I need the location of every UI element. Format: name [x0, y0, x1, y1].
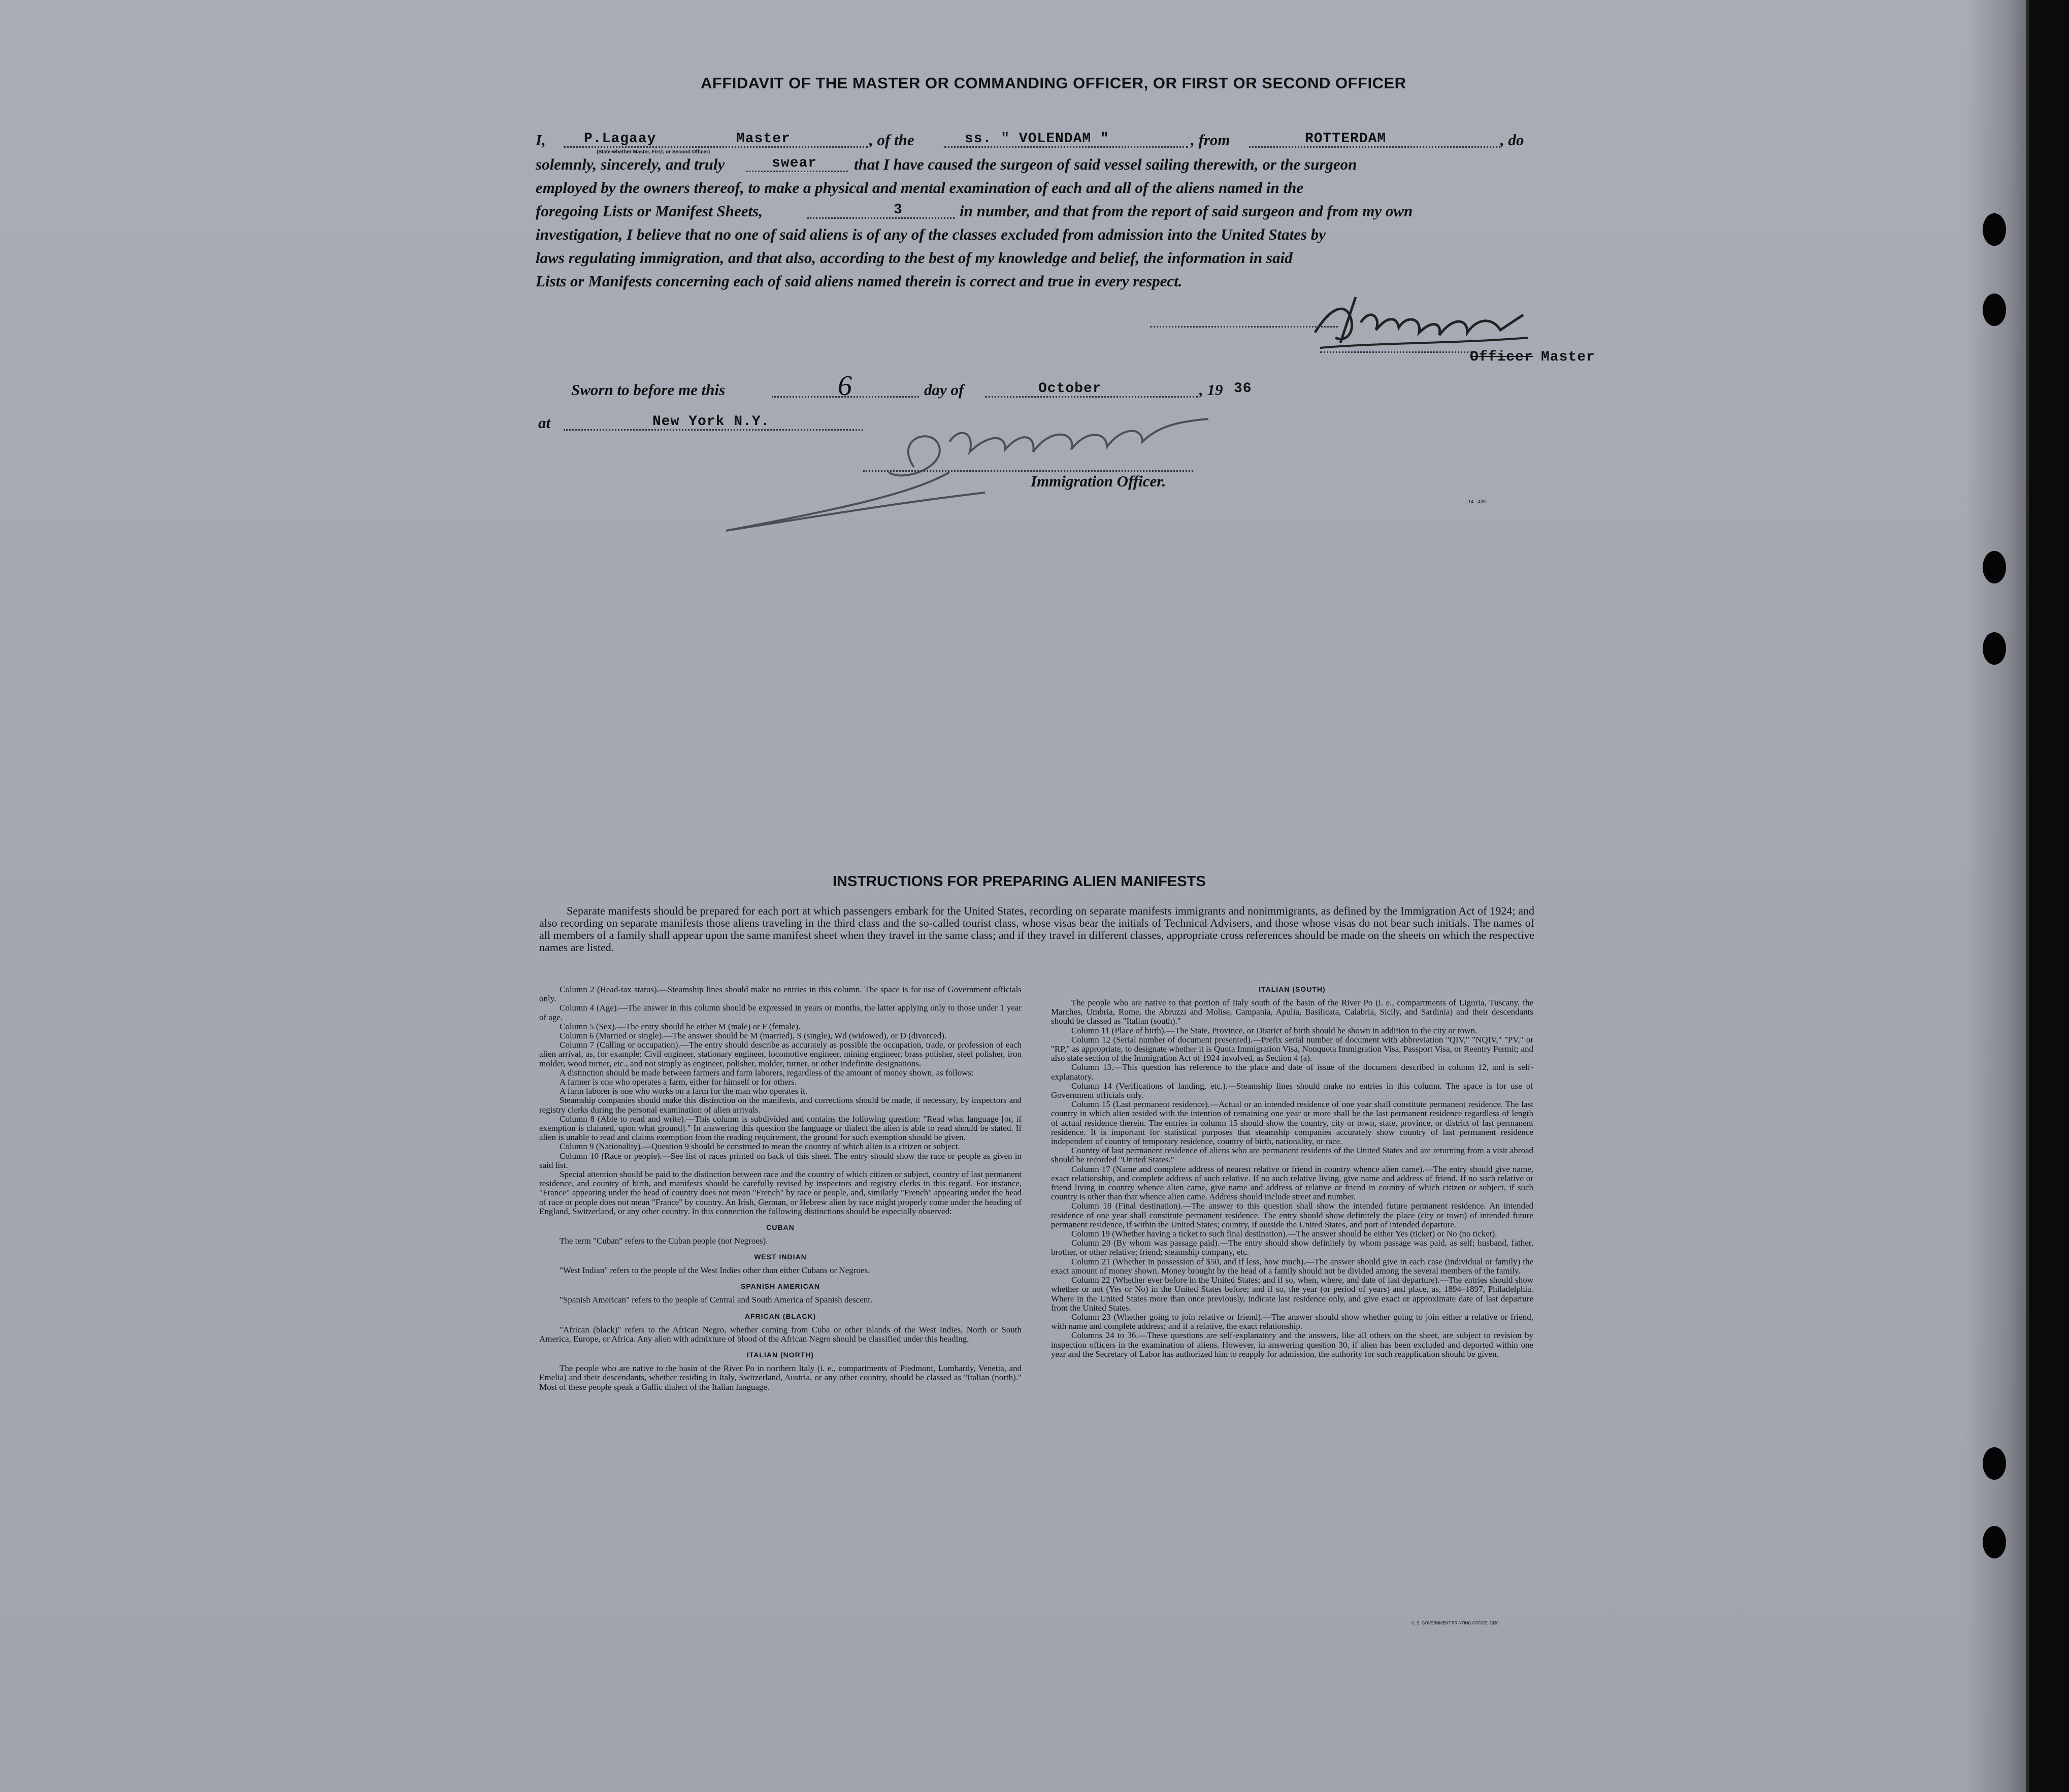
- page-edge-shadow: [1965, 0, 2026, 1792]
- right-column-paragraph: Column 19 (Whether having a ticket to such final destination).—The answer should be either Yes (ticket) or No (no ticket).: [1071, 1229, 1497, 1239]
- italian-north-definition: The people who are native to the basin of the River Po in northern Italy (i. e., compartments of Piedmont, Lombardy, Venetia, and Emelia) and their descendants, whether residing in Italy, Switzerland, Austria, or any other country, should be classed as "Italian (north)." Most of these people speak a Gallic dialect of the Italian language.: [539, 1363, 1022, 1392]
- day-of-label: day of: [924, 381, 964, 399]
- right-column-paragraph: Column 23 (Whether going to join relative or friend).—The answer should show whether going to join either a relative or friend, with name and complete address; and if a relative, the exact relationship.: [1051, 1312, 1533, 1331]
- instructions-left-column: [539, 985, 1022, 1392]
- right-column-paragraph: Column 18 (Final destination).—The answer to this question shall show the intended future permanent residence. An intended residence of one year shall constitute permanent residence. The entry should show definitely the place (city or town) of intended future permanent residence, if within the United States; country, if outside the United States, and port of intended departure.: [1051, 1201, 1533, 1229]
- signer-title: Master: [1541, 349, 1595, 365]
- word-from: , from: [1191, 131, 1230, 149]
- departure-port: ROTTERDAM: [1305, 131, 1387, 147]
- sworn-day: 6: [838, 370, 852, 402]
- cuban-definition: The term "Cuban" refers to the Cuban people (not Negroes).: [560, 1236, 768, 1246]
- word-solemnly: solemnly, sincerely, and truly: [536, 155, 725, 173]
- left-column-paragraph: Column 9 (Nationality).—Question 9 should be construed to mean the country of which alien is a citizen or subject.: [560, 1142, 960, 1152]
- left-column-paragraph: Column 10 (Race or people).—See list of races printed on back of this sheet. The entry should show the race or people as given in said list.: [539, 1151, 1022, 1170]
- officer-name: P.Lagaay: [584, 131, 656, 147]
- right-column-paragraph: Column 22 (Whether ever before in the United States; and if so, when, where, and date of last departure).—The entries should show whether or not (Yes or No) in the United States before; and if so, the year (or period of years) and place, as, 1894–1897, Philadelphia. Where in the United States more than once previously, indicate last residence only, and give exact or approximate date of last departure from the United States.: [1051, 1275, 1533, 1313]
- officer-signature-line: [863, 470, 1193, 472]
- officer-rank: Master: [736, 131, 791, 147]
- rank-caption: (State whether Master, First, or Second Officer): [597, 149, 710, 155]
- right-column-paragraph: Column 17 (Name and complete address of nearest relative or friend in country whence alien came).—The entry should give name, exact relationship, and complete address of such relative. If no such relative living, give name and address of friend. If no such relative or friend living in country whence alien came, give name and address of relative or friend in country of which citizen or subject, if such country is other than that whence alien came. Address should include street and number.: [1051, 1164, 1533, 1202]
- right-column-paragraph: Column 11 (Place of birth).—The State, Province, or District of birth should be shown in addition to the city or town.: [1071, 1025, 1477, 1035]
- affidavit-line-7: Lists or Manifests concerning each of said aliens named therein is correct and true in every respect.: [536, 272, 1183, 290]
- oath-word: swear: [772, 155, 817, 171]
- heading-cuban: CUBAN: [766, 1223, 795, 1232]
- sworn-month: October: [1038, 381, 1102, 397]
- left-column-paragraph: Special attention should be paid to the distinction between race and the country of which citizen or subject, country of last permanent residence, and country of birth, and manifests should be carefully revised by inspectors and registry clerks in this regard. For instance, "France" appearing under the head of country does not mean "French" by race or people, and, similarly "French" appearing under the head of race or people does not mean "France" by country. An Irish, German, or Hebrew alien by race might properly come under the heading of England, Switzerland, or any other country. In this connection the following distinctions should be especially observed:: [539, 1169, 1022, 1216]
- heading-italian-north: ITALIAN (NORTH): [746, 1351, 814, 1359]
- heading-spanish-american: SPANISH AMERICAN: [740, 1282, 820, 1291]
- punch-hole: [1983, 1526, 2006, 1558]
- instructions-intro: Separate manifests should be prepared for each port at which passengers embark for the United States, recording on separate manifests immigrants and nonimmigrants, as defined by the Immigration Act of 1924; and also recording on separate manifests those aliens traveling in the third class and the so-called tourist class, whose visas bear the initials of Technical Advisers, and those whose visas do not bear such initials. The names of all members of a family shall appear upon the same manifest sheet when they travel in the same class; and if they travel in different classes, appropriate cross references should be made on the sheets on which the respective names are listed.: [539, 904, 1534, 954]
- punch-hole: [1983, 1447, 2006, 1480]
- master-signature: [1300, 287, 1538, 358]
- affidavit-title: AFFIDAVIT OF THE MASTER OR COMMANDING OFFICER, OR FIRST OR SECOND OFFICER: [701, 74, 1406, 92]
- right-column-paragraph: Columns 24 to 36.—These questions are self-explanatory and the answers, like all others on the sheet, are subject to revision by inspection officers in the examination of aliens. However, in answering question 30, if alien has been excluded and deported within one year and the Secretary of Labor has authorized him to reapply for admission, the authority for such reapplication should be given.: [1051, 1330, 1533, 1359]
- right-column-paragraph: The people who are native to that portion of Italy south of the basin of the River Po (i. e., compartments of Liguria, Tuscany, the Marches, Umbria, Rome, the Abruzzi and Molise, Campania, Apulia, Basilicata, Calabria, Sicily, and Sardinia) and their descendants should be classed as "Italian (south).": [1051, 998, 1533, 1026]
- signature-line-right: [1320, 351, 1472, 353]
- immigration-officer-label: Immigration Officer.: [1031, 472, 1166, 490]
- word-of-the: , of the: [869, 131, 914, 149]
- left-column-paragraph: Column 8 (Able to read and write).—This column is subdivided and contains the following question: "Read what language [or, if exemption is claimed, upon what ground]." In answering this question the language or dialect the alien is able to read should be stated. If alien is unable to read and claims exemption from the reading requirement, the ground for such exemption should be given.: [539, 1114, 1022, 1143]
- left-column-paragraph: A distinction should be made between farmers and farm laborers, regardless of the amount of money shown, as follows:: [560, 1067, 974, 1078]
- word-do: , do: [1500, 131, 1524, 149]
- printer-imprint: U. S. GOVERNMENT PRINTING OFFICE: 1930: [1411, 1621, 1499, 1625]
- left-column-paragraph: Column 2 (Head-tax status).—Steamship lines should make no entries in this column. The space is for use of Government officials only.: [539, 985, 1022, 1004]
- affidavit-line-2: that I have caused the surgeon of said vessel sailing therewith, or the surgeon: [854, 155, 1357, 173]
- left-column-paragraph: A farm laborer is one who works on a farm for the man who operates it.: [560, 1086, 808, 1096]
- heading-african: AFRICAN (BLACK): [744, 1312, 816, 1320]
- instructions-right-column: [1051, 985, 1533, 1359]
- year-suffix: 36: [1234, 381, 1252, 397]
- right-column-paragraph: Column 12 (Serial number of document presented).—Prefix serial number of document with abbreviation "QIV," "NQIV," "PV," or "RP," as appropriate, to designate whether it is Quota Immigration Visa, Nonquota Immigration Visa, Passport Visa, or Reentry Permit; and also state section of the Immigration Act of 1924 involved, as Section 4 (a).: [1051, 1034, 1533, 1063]
- struck-officer-title: Officer: [1470, 349, 1533, 365]
- right-column-paragraph: Column 21 (Whether in possession of $50, and if less, how much).—The answer should give in each case (individual or family) the exact amount of money shown. Money brought by the head of a family should not be divided among the several members of the family.: [1051, 1256, 1533, 1276]
- punch-hole: [1983, 551, 2006, 583]
- left-column-paragraph: Column 4 (Age).—The answer in this column should be expressed in years or months, the latter applying only to those under 1 year of age.: [539, 1003, 1022, 1022]
- left-column-paragraph: Steamship companies should make this distinction on the manifests, and corrections should be made, if necessary, by inspectors and registry clerks during the personal examination of alien arrivals.: [539, 1095, 1022, 1115]
- spanish-american-definition: "Spanish American" refers to the people of Central and South America of Spanish descent.: [560, 1295, 873, 1305]
- affidavit-line-5: investigation, I believe that no one of said aliens is of any of the classes excluded from admission into the United States by: [536, 225, 1326, 243]
- right-column-paragraph: Column 14 (Verifications of landing, etc.).—Steamship lines should make no entries in this column. The space is for use of Government officials only.: [1051, 1081, 1533, 1100]
- punch-hole: [1983, 213, 2006, 246]
- left-column-paragraph: A farmer is one who operates a farm, either for himself or for others.: [560, 1077, 797, 1087]
- affidavit-line-3: employed by the owners thereof, to make a physical and mental examination of each and all of the aliens named in the: [536, 179, 1304, 197]
- vessel-name: ss. " VOLENDAM ": [965, 131, 1109, 147]
- sheets-count: 3: [894, 202, 903, 218]
- right-column-paragraph: Column 15 (Last permanent residence).—Actual or an intended residence of one year shall constitute permanent residence. The last country in which alien resided with the intention of remaining one year or more shall be the last permanent residence regardless of length of actual residence therein. The entries in column 15 should show the country, city or town, state, province, or district of last permanent residence. It is important for statistical purposes that steamship companies accurately show country of last permanent residence independent of country of temporary residence, country of birth, nationality, or race.: [1051, 1099, 1533, 1147]
- form-number: 14—430: [1468, 499, 1486, 504]
- affidavit-line-6: laws regulating immigration, and that also, according to the best of my knowledge and belief, the information in said: [536, 249, 1293, 267]
- sworn-place: New York N.Y.: [652, 414, 770, 430]
- affidavit-line-4b: in number, and that from the report of said surgeon and from my own: [960, 202, 1413, 220]
- word-i: I,: [536, 131, 546, 149]
- heading-italian-south: ITALIAN (SOUTH): [1259, 985, 1326, 993]
- affidavit-line-4a: foregoing Lists or Manifest Sheets,: [536, 202, 763, 220]
- left-column-paragraph: Column 7 (Calling or occupation).—The entry should describe as accurately as possible the occupation, trade, or profession of each alien arrival, as, for example: Civil engineer, stationary engineer, locomotive engineer, mining engineer, brass polisher, steel polisher, iron molder, wood turner, etc., and not simply as engineer, polisher, molder, turner, or other indefinite designations.: [539, 1040, 1022, 1068]
- year-prefix: , 19: [1199, 381, 1223, 399]
- signature-line-left: [1150, 326, 1338, 328]
- left-column-paragraph: Column 6 (Married or single).—The answer should be M (married), S (single), Wd (widowed), or D (divorced).: [560, 1031, 947, 1041]
- sworn-prefix: Sworn to before me this: [571, 381, 726, 399]
- heading-west-indian: WEST INDIAN: [754, 1253, 807, 1261]
- punch-hole: [1983, 294, 2006, 326]
- punch-hole: [1983, 632, 2006, 665]
- at-label: at: [538, 414, 551, 432]
- right-column-paragraph: Column 20 (By whom was passage paid).—The entry should show definitely by whom passage was paid, as self; husband, father, brother, or other relative; friend; steamship company, etc.: [1051, 1238, 1533, 1257]
- right-column-paragraph: Column 13.—This question has reference to the place and date of issue of the document described in column 12, and is self-explanatory.: [1051, 1062, 1533, 1082]
- instructions-title: INSTRUCTIONS FOR PREPARING ALIEN MANIFESTS: [833, 873, 1206, 890]
- left-column-paragraph: Column 5 (Sex).—The entry should be either M (male) or F (female).: [560, 1021, 801, 1031]
- west-indian-definition: "West Indian" refers to the people of the West Indies other than either Cubans or Negroes.: [560, 1265, 870, 1276]
- sheets-line: [807, 217, 955, 219]
- african-definition: "African (black)" refers to the African Negro, whether coming from Cuba or other islands of the West Indies, North or South America, Europe, or Africa. Any alien with admixture of blood of the African Negro should be classified under this heading.: [539, 1324, 1022, 1344]
- right-column-paragraph: Country of last permanent residence of aliens who are permanent residents of the United States and are returning from a visit abroad should be recorded "United States.": [1051, 1146, 1533, 1165]
